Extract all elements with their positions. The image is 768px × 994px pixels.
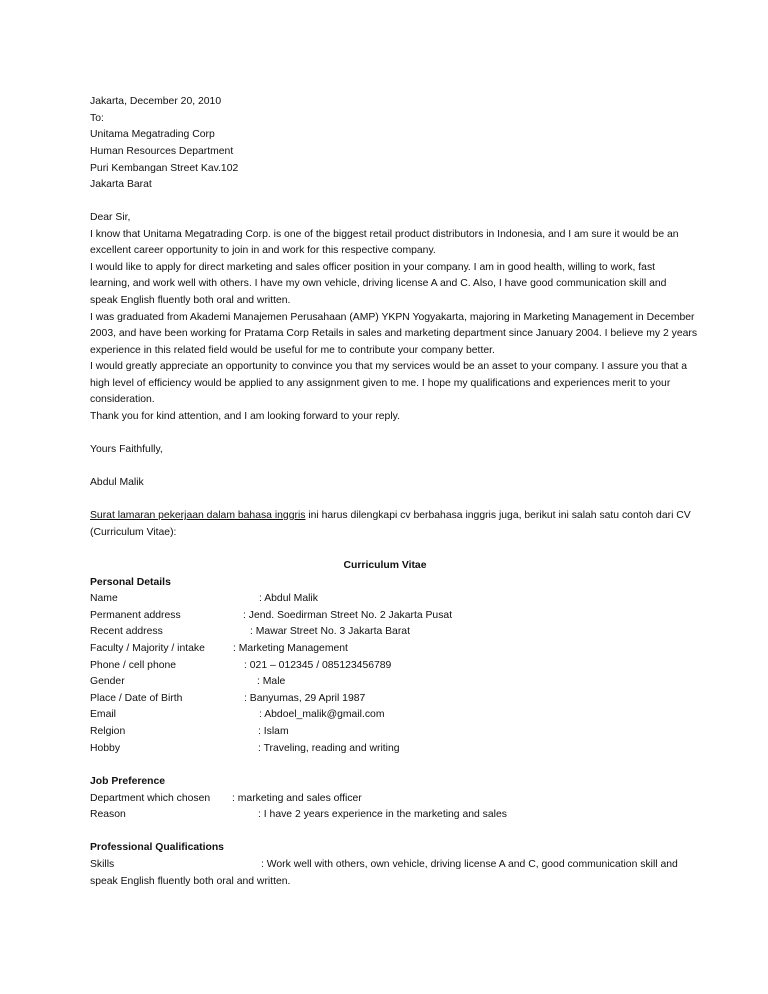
body-line: high level of efficiency would be applied to any assignment given to me. I hope my qualifications and experiences merit to your <box>90 378 671 389</box>
cv-label: Hobby <box>90 743 121 754</box>
body-line: experience in this related field would be useful for me to contribute your company better. <box>90 345 495 356</box>
cv-value: : Islam <box>258 726 289 737</box>
cv-label: Reason <box>90 809 126 820</box>
signature-name: Abdul Malik <box>90 477 144 488</box>
cv-value: : 021 – 012345 / 085123456789 <box>244 660 392 671</box>
cv-value: : Abdoel_malik@gmail.com <box>259 709 385 720</box>
cv-label: Phone / cell phone <box>90 660 177 671</box>
cv-value: : Marketing Management <box>233 643 348 654</box>
cv-value: : marketing and sales officer <box>232 793 362 804</box>
body-line: excellent career opportunity to join in and work for this respective company. <box>90 245 436 256</box>
cv-value: : Mawar Street No. 3 Jakarta Barat <box>250 626 410 637</box>
cv-value: : Banyumas, 29 April 1987 <box>244 693 366 704</box>
body-line: I was graduated from Akademi Manajemen Perusahaan (AMP) YKPN Yogyakarta, majoring in Marketing Management in December <box>90 312 695 323</box>
recipient-department: Human Resources Department <box>90 146 234 157</box>
cv-title: Curriculum Vitae <box>343 560 427 571</box>
cv-label: Permanent address <box>90 610 181 621</box>
cv-value: : Jend. Soedirman Street No. 2 Jakarta Pusat <box>243 610 453 621</box>
body-line: I know that Unitama Megatrading Corp. is one of the biggest retail product distributors in Indonesia, and I am sure it would be an <box>90 229 679 240</box>
cv-label: Department which chosen <box>90 793 211 804</box>
salutation: Dear Sir, <box>90 212 131 223</box>
cv-label: Name <box>90 593 118 604</box>
cv-value: : I have 2 years experience in the marketing and sales <box>258 809 507 820</box>
note-line-2: (Curriculum Vitae): <box>90 527 177 538</box>
job-preference-heading: Job Preference <box>90 776 166 787</box>
note-line <box>90 509 691 522</box>
note-text: ini harus dilengkapi cv berbahasa inggris juga, berikut ini salah satu contoh dari CV <box>305 510 691 521</box>
cv-label: Email <box>90 709 116 720</box>
note-link[interactable]: Surat lamaran pekerjaan dalam bahasa inggris <box>90 510 306 521</box>
body-line: Thank you for kind attention, and I am looking forward to your reply. <box>90 411 400 422</box>
body-line: consideration. <box>90 394 155 405</box>
recipient-city: Jakarta Barat <box>90 179 152 190</box>
body-line: I would greatly appreciate an opportunity to convince you that my services would be an asset to your company. I assure you that a <box>90 361 688 372</box>
recipient-street: Puri Kembangan Street Kav.102 <box>90 163 239 174</box>
professional-qualifications-heading: Professional Qualifications <box>90 842 224 853</box>
letter-date: Jakarta, December 20, 2010 <box>90 96 222 107</box>
body-line: learning, and work well with others. I have my own vehicle, driving license A and C. Also, I have good communication skill and <box>90 278 667 289</box>
letter-to: To: <box>90 113 104 124</box>
cv-label: Relgion <box>90 726 126 737</box>
cv-value: : Traveling, reading and writing <box>258 743 400 754</box>
cv-value: : Work well with others, own vehicle, driving license A and C, good communication skill and <box>261 859 678 870</box>
cv-label: Recent address <box>90 626 163 637</box>
personal-details-heading: Personal Details <box>90 577 171 588</box>
cv-label: Place / Date of Birth <box>90 693 183 704</box>
recipient-company: Unitama Megatrading Corp <box>90 129 215 140</box>
cv-label: Faculty / Majority / intake <box>90 643 205 654</box>
body-line: 2003, and have been working for Pratama Corp Retails in sales and marketing department since January 2004. I believe my 2 years <box>90 328 698 339</box>
closing: Yours Faithfully, <box>90 444 163 455</box>
body-line: speak English fluently both oral and written. <box>90 295 291 306</box>
cv-label: Gender <box>90 676 125 687</box>
cv-value-continuation: speak English fluently both oral and written. <box>90 876 291 887</box>
cv-value: : Male <box>257 676 286 687</box>
body-line: I would like to apply for direct marketing and sales officer position in your company. I am in good health, willing to work, fast <box>90 262 656 273</box>
cv-label: Skills <box>90 859 115 870</box>
cv-value: : Abdul Malik <box>259 593 318 604</box>
